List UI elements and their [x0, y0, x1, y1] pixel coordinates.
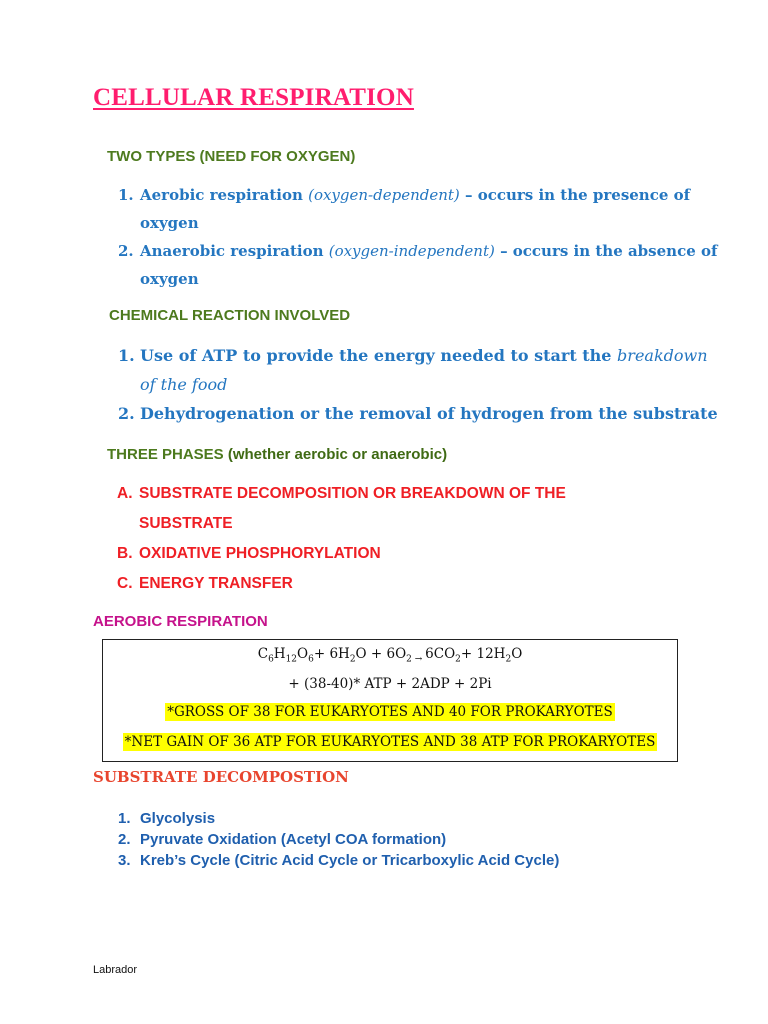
list-item: A. SUBSTRATE DECOMPOSITION OR BREAKDOWN OF THE SUBSTRATE [117, 485, 566, 532]
three-phases-list [117, 479, 566, 599]
list-item: C. ENERGY TRANSFER [117, 575, 293, 592]
list-item: 2. Anaerobic respiration (oxygen-independent) – occurs in the absence of oxygen [118, 242, 718, 288]
equation-box [102, 639, 678, 762]
list-item: 2. Pyruvate Oxidation (Acetyl COA formation) [118, 831, 447, 848]
section-heading-two-types: TWO TYPES (NEED FOR OXYGEN) [107, 148, 356, 165]
list-item: 1. Aerobic respiration (oxygen-dependent) – occurs in the presence of oxygen [118, 186, 691, 232]
substrate-list [118, 808, 559, 871]
list-item: 1. Use of ATP to provide the energy needed to start the breakdown of the food [118, 346, 708, 394]
net-gain-note: *NET GAIN OF 36 ATP FOR EUKARYOTES AND 38 ATP FOR PROKARYOTES [124, 734, 656, 750]
substrate-decomposition-heading: SUBSTRATE DECOMPOSTION [93, 768, 349, 786]
equation-line-1: $C_6H_{12}O_6+ 6H_2O + 6O_2$ $_\to$ $6CO_2+ 12H_2O$ [257, 646, 523, 665]
list-item: 1. Glycolysis [118, 810, 216, 827]
list-item: 3. Kreb’s Cycle (Citric Acid Cycle or Tricarboxylic Acid Cycle) [118, 852, 560, 869]
two-types-list [118, 181, 717, 293]
page-title: CELLULAR RESPIRATION [93, 84, 414, 111]
list-item: B. OXIDATIVE PHOSPHORYLATION [117, 545, 381, 562]
footer-author: Labrador [93, 964, 138, 976]
aerobic-respiration-heading: AEROBIC RESPIRATION [93, 613, 268, 630]
section-heading-three-phases: THREE PHASES (whether aerobic or anaerobic) [107, 446, 448, 463]
gross-note: *GROSS OF 38 FOR EUKARYOTES AND 40 FOR PROKARYOTES [167, 704, 613, 720]
equation-line-2: + (38-40)* ATP + 2ADP + 2Pi [288, 676, 492, 692]
list-item: 2. Dehydrogenation or the removal of hydrogen from the substrate [118, 404, 718, 423]
chemical-reaction-list [118, 341, 718, 428]
section-heading-chemical-reaction: CHEMICAL REACTION INVOLVED [109, 307, 351, 324]
